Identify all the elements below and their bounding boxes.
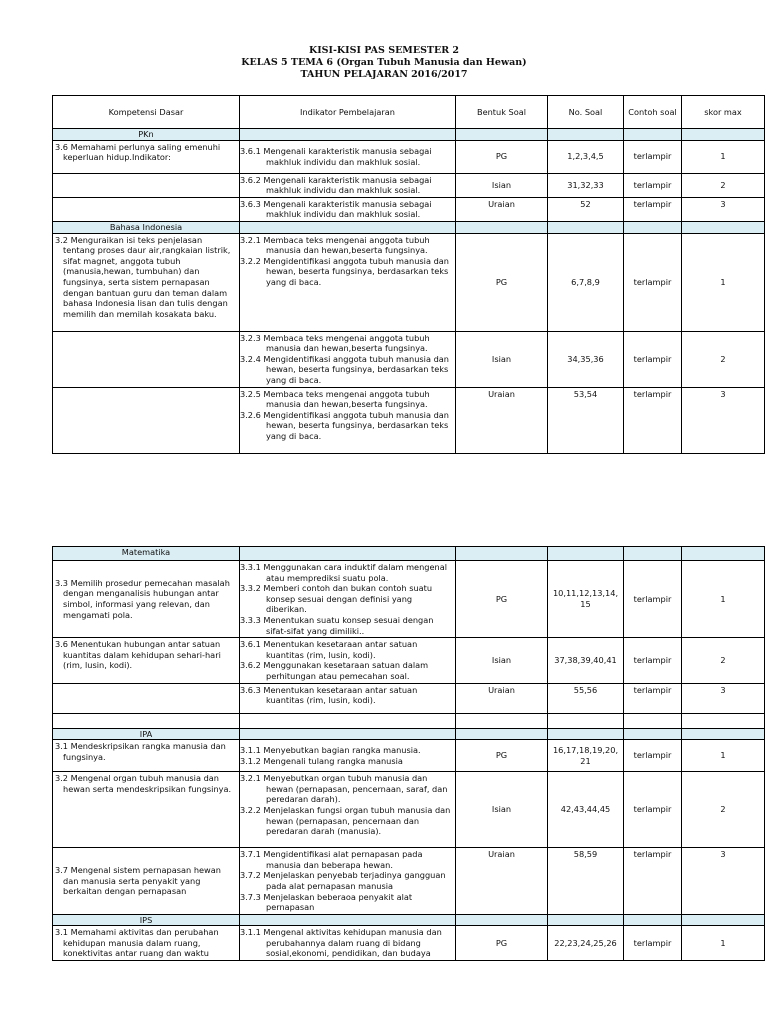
indikator-item: 3.1.1 Mengenal aktivitas kehidupan manusia dan perubahannya dalam ruang di bidang sosial,ekonomi, pendidikan, dan budaya [240,927,442,959]
header-indikator: Indikator Pembelajaran [240,96,456,129]
contoh-cell: terlampir [624,331,682,387]
kisi-kisi-table-1 [52,95,765,454]
indikator-cell [240,197,456,221]
skor-cell: 2 [682,173,765,197]
indikator-item: 3.2.6 Mengidentifikasi anggota tubuh manusia dan hewan, beserta fungsinya, berdasarkan teks yang di baca. [240,409,449,441]
table-row [53,848,765,915]
indikator-item: 3.2.2 Mengidentifikasi anggota tubuh manusia dan hewan, beserta fungsinya, berdasarkan teks yang di baca. [240,255,449,287]
indikator-item: 3.2.1 Membaca teks mengenai anggota tubuh manusia dan hewan,beserta fungsinya. [240,234,430,256]
indikator-cell [240,926,456,961]
no-soal-cell: 6,7,8,9 [548,233,624,331]
bentuk-cell: Isian [456,772,548,848]
contoh-cell: terlampir [624,561,682,638]
title-line-1: KISI-KISI PAS SEMESTER 2 [308,45,460,56]
indikator-item: 3.2.5 Membaca teks mengenai anggota tubuh manusia dan hewan,beserta fungsinya. [240,388,430,410]
no-soal-cell: 55,56 [548,683,624,713]
indikator-item: 3.6.3 Mengenali karakteristik manusia sebagai makhluk individu dan makhluk sosial. [240,198,432,220]
section-row-ips [53,914,765,926]
skor-cell: 1 [682,561,765,638]
no-soal-cell: 34,35,36 [548,331,624,387]
kisi-kisi-table-2 [52,546,765,961]
indikator-item: 3.7.2 Menjelaskan penyebab terjadinya gangguan pada alat pernapasan manusia [240,870,446,891]
section-label: IPA [53,728,240,740]
skor-cell: 3 [682,848,765,915]
contoh-cell: terlampir [624,233,682,331]
skor-cell: 1 [682,926,765,961]
contoh-cell: terlampir [624,772,682,848]
indikator-item: 3.2.1 Menyebutkan organ tubuh manusia dan hewan (pernapasan, pencernaan, saraf, dan peredaran darah). [240,773,448,805]
bentuk-cell: PG [456,140,548,173]
indikator-cell [240,772,456,848]
indikator-cell [240,848,456,915]
no-soal-cell: 16,17,18,19,20, 21 [548,740,624,772]
table-row [53,197,765,221]
section-label: Matematika [53,547,240,561]
indikator-item: 3.6.1 Menentukan kesetaraan antar satuan kuantitas (rim, lusin, kodi). [240,639,418,660]
bentuk-cell: Uraian [456,387,548,453]
contoh-cell: terlampir [624,387,682,453]
section-row-matematika [53,547,765,561]
no-soal-cell: 42,43,44,45 [548,772,624,848]
indikator-cell [240,683,456,713]
skor-cell: 2 [682,638,765,683]
contoh-cell: terlampir [624,638,682,683]
indikator-cell [240,638,456,683]
table-row [53,638,765,683]
kd-cell: 3.3 Memilih prosedur pemecahan masalah dengan menganalisis hubungan antar simbol, informasi yang relevan, dan mengamati pola. [53,561,240,638]
contoh-cell: terlampir [624,197,682,221]
indikator-cell [240,233,456,331]
title-line-3: TAHUN PELAJARAN 2016/2017 [300,69,468,80]
indikator-item: 3.2.2 Menjelaskan fungsi organ tubuh manusia dan hewan (pernapasan, pencernaan dan peredaran darah (manusia). [240,804,451,837]
bentuk-cell: Uraian [456,197,548,221]
indikator-item: 3.7.1 Mengidentifikasi alat pernapasan pada manusia dan beberapa hewan. [240,849,423,870]
section-row-bahasa-indonesia [53,221,765,233]
indikator-item: 3.3.3 Menentukan suatu konsep sesuai dengan sifat-sifat yang dimiliki.. [240,614,434,636]
contoh-cell: terlampir [624,926,682,961]
title-line-2: KELAS 5 TEMA 6 (Organ Tubuh Manusia dan Hewan) [241,57,527,68]
indikator-item: 3.3.2 Memberi contoh dan bukan contoh suatu konsep sesuai dengan definisi yang diberikan. [240,583,433,615]
header-contoh: Contoh soal [624,96,682,129]
bentuk-cell: Isian [456,331,548,387]
indikator-cell [240,561,456,638]
header-bentuk: Bentuk Soal [456,96,548,129]
table-row [53,683,765,713]
table-row [53,926,765,961]
skor-cell: 1 [682,140,765,173]
kd-cell: 3.2 Menguraikan isi teks penjelasan tentang proses daur air,rangkaian listrik, sifat magnet, anggota tubuh (manusia,hewan, tumbuhan) dan fungsinya, serta sistem pernapasan dengan bantuan guru dan teman dalam bahasa Indonesia lisan dan tulis dengan memilih dan memilah kosakata baku. [53,233,240,331]
skor-cell: 1 [682,233,765,331]
table-row [53,173,765,197]
table-row [53,561,765,638]
table-row [53,233,765,331]
bentuk-cell: Isian [456,173,548,197]
indikator-item: 3.6.2 Mengenali karakteristik manusia sebagai makhluk individu dan makhluk sosial. [240,174,432,196]
bentuk-cell: PG [456,926,548,961]
kd-cell [53,197,240,221]
contoh-cell: terlampir [624,740,682,772]
indikator-cell [240,387,456,453]
bentuk-cell: Uraian [456,848,548,915]
no-soal-cell: 10,11,12,13,14, 15 [548,561,624,638]
indikator-item: 3.2.4 Mengidentifikasi anggota tubuh manusia dan hewan, beserta fungsinya, berdasarkan teks yang di baca. [240,353,449,385]
indikator-item: 3.6.3 Menentukan kesetaraan antar satuan kuantitas (rim, lusin, kodi). [240,684,418,706]
section-label: IPS [53,914,240,926]
table-row [53,140,765,173]
section-label: Bahasa Indonesia [53,221,240,233]
table-row [53,331,765,387]
kd-cell: 3.6 Memahami perlunya saling emenuhi keperluan hidup.Indikator: [53,140,240,173]
bentuk-cell: PG [456,740,548,772]
kd-cell: 3.1 Memahami aktivitas dan perubahan kehidupan manusia dalam ruang, konektivitas antar ruang dan waktu [53,926,240,961]
indikator-item: 3.2.3 Membaca teks mengenai anggota tubuh manusia dan hewan,beserta fungsinya. [240,332,430,354]
skor-cell: 3 [682,197,765,221]
skor-cell: 2 [682,331,765,387]
contoh-cell: terlampir [624,848,682,915]
indikator-item: 3.3.1 Menggunakan cara induktif dalam mengenal atau memprediksi suatu pola. [240,562,447,583]
document-title [0,45,768,81]
bentuk-cell: PG [456,233,548,331]
indikator-item: 3.6.2 Menggunakan kesetaraan satuan dalam perhitungan atau pemecahan soal. [240,660,429,681]
contoh-cell: terlampir [624,683,682,713]
skor-cell: 2 [682,772,765,848]
no-soal-cell: 58,59 [548,848,624,915]
kd-cell: 3.6 Menentukan hubungan antar satuan kuantitas dalam kehidupan sehari-hari (rim, lusin, kodi). [53,638,240,683]
contoh-cell: terlampir [624,140,682,173]
skor-cell: 3 [682,683,765,713]
header-skor: skor max [682,96,765,129]
section-row-pkn [53,129,765,141]
kd-cell [53,173,240,197]
bentuk-cell: Uraian [456,683,548,713]
header-no-soal: No. Soal [548,96,624,129]
indikator-cell [240,173,456,197]
empty-row [53,713,765,728]
no-soal-cell: 37,38,39,40,41 [548,638,624,683]
section-label: PKn [53,129,240,141]
no-soal-cell: 1,2,3,4,5 [548,140,624,173]
table-row [53,772,765,848]
table-header-row [53,96,765,129]
contoh-cell: terlampir [624,173,682,197]
indikator-item: 3.1.2 Mengenali tulang rangka manusia [240,755,403,766]
kd-cell: 3.2 Mengenal organ tubuh manusia dan hewan serta mendeskripsikan fungsinya. [53,772,240,848]
kd-cell: 3.1 Mendeskripsikan rangka manusia dan fungsinya. [53,740,240,772]
kd-cell [53,683,240,713]
indikator-item: 3.7.3 Menjelaskan beberaoa penyakit alat pernapasan [240,891,413,913]
table-row [53,387,765,453]
indikator-cell [240,740,456,772]
skor-cell: 1 [682,740,765,772]
bentuk-cell: PG [456,561,548,638]
section-row-ipa [53,728,765,740]
table-row [53,740,765,772]
kd-cell: 3.7 Mengenal sistem pernapasan hewan dan manusia serta penyakit yang berkaitan dengan pernapasan [53,848,240,915]
kd-cell [53,387,240,453]
no-soal-cell: 53,54 [548,387,624,453]
header-kompetensi: Kompetensi Dasar [53,96,240,129]
no-soal-cell: 22,23,24,25,26 [548,926,624,961]
indikator-cell [240,140,456,173]
kd-cell [53,331,240,387]
indikator-item: 3.1.1 Menyebutkan bagian rangka manusia. [240,745,421,756]
indikator-cell [240,331,456,387]
no-soal-cell: 31,32,33 [548,173,624,197]
skor-cell: 3 [682,387,765,453]
bentuk-cell: Isian [456,638,548,683]
indikator-item: 3.6.1 Mengenali karakteristik manusia sebagai makhluk individu dan makhluk sosial. [240,146,432,167]
no-soal-cell: 52 [548,197,624,221]
